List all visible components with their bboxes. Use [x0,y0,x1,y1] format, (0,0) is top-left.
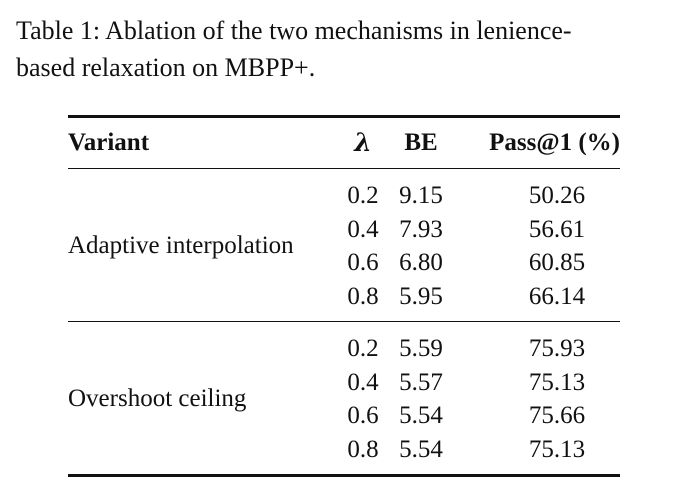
caption-line-2: based relaxation on MBPP+. [16,53,316,82]
cell-be: 9.15 [399,182,443,209]
cell-lambda: 0.4 [347,215,379,243]
header-be: BE [404,129,438,156]
cell-be: 5.54 [399,402,443,429]
table-row [68,322,620,366]
cell-pass: 75.66 [528,402,586,429]
group-label-overshoot-ceiling: Overshoot ceiling [68,385,247,413]
cell-be: 7.93 [399,215,443,243]
table-row [68,169,620,213]
cell-lambda: 0.2 [347,182,379,209]
cell-lambda: 0.6 [347,249,379,276]
cell-be: 5.95 [399,282,443,310]
header-lambda [338,117,388,169]
cell-lambda: 0.8 [347,435,379,463]
cell-pass: 50.26 [528,182,586,209]
ablation-table-container [68,115,620,477]
lambda-symbol: λ [354,128,372,157]
cell-pass: 56.61 [528,215,586,243]
cell-lambda: 0.6 [347,402,379,429]
cell-be: 5.57 [399,368,443,396]
cell-lambda: 0.8 [347,282,379,310]
group-label-adaptive-interpolation: Adaptive interpolation [68,232,294,260]
cell-be: 5.59 [399,335,443,362]
header-variant: Variant [68,129,150,156]
caption-line-1: Table 1: Ablation of the two mechanisms in lenience- [16,16,572,45]
cell-be: 5.54 [399,435,443,463]
table-caption [16,12,680,86]
header-row [68,117,620,169]
cell-lambda: 0.2 [347,335,379,362]
cell-pass: 60.85 [528,249,586,276]
cell-be: 6.80 [399,249,443,276]
cell-pass: 75.13 [528,435,586,463]
header-pass-at-1: Pass@1 (%) [489,129,620,156]
cell-pass: 75.13 [528,368,586,396]
ablation-table [68,115,620,477]
cell-pass: 66.14 [528,282,586,310]
cell-pass: 75.93 [528,335,586,362]
cell-lambda: 0.4 [347,368,379,396]
